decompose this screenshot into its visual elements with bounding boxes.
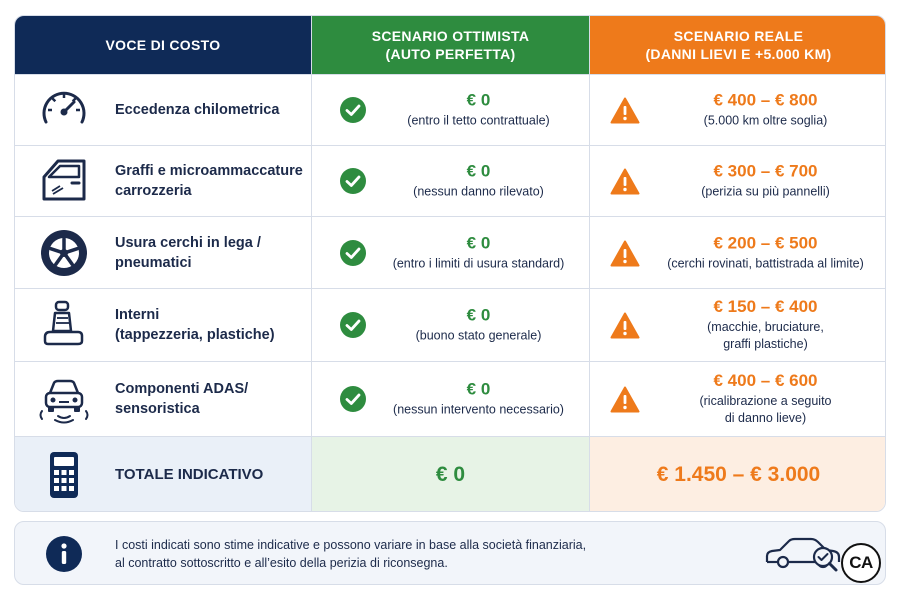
table-row-km-optimistic: [312, 75, 590, 146]
header-optimistic-line1: SCENARIO OTTIMISTA: [371, 28, 530, 44]
total-real-amount: € 1.450 – € 3.000: [656, 463, 821, 486]
optimistic-note: (entro i limiti di usura standard): [392, 256, 565, 270]
car-door-icon: [35, 152, 93, 210]
info-icon: [46, 536, 82, 572]
total-label-cell: [15, 437, 312, 512]
warning-icon: [610, 386, 640, 413]
row-label: Usura cerchi in lega / pneumatici: [115, 234, 261, 271]
check-icon: [340, 312, 366, 338]
table-row-km-label-cell: [15, 75, 312, 146]
optimistic-note: (nessun intervento necessario): [393, 402, 564, 417]
wheel-icon: [35, 224, 93, 282]
header-real-line2: (DANNI LIEVI E +5.000 KM): [645, 46, 832, 62]
header-real: [590, 16, 886, 75]
real-amount: € 200 – € 500: [713, 233, 818, 252]
header-voce-label: VOCE DI COSTO: [105, 37, 221, 53]
cost-comparison-table: [14, 15, 886, 512]
table-row-adas-optimistic: [312, 362, 590, 437]
real-amount: € 150 – € 400: [713, 297, 818, 316]
car-seat-icon: [35, 296, 93, 354]
check-icon: [340, 97, 366, 123]
warning-icon: [610, 240, 640, 267]
optimistic-note: (entro il tetto contrattuale): [407, 113, 550, 128]
optimistic-amount: € 0: [466, 161, 491, 181]
header-real-line1: SCENARIO REALE: [673, 28, 804, 44]
calculator-icon: [35, 446, 93, 504]
real-note: (ricalibrazione a seguito di danno lieve): [699, 394, 832, 425]
car-sensor-icon: [35, 370, 93, 428]
disclaimer-text: I costi indicati sono stime indicative e possono variare in base alla società finanziaria, al contratto sottoscritto e all’esito della perizia di riconsegna.: [115, 538, 587, 570]
optimistic-amount: € 0: [466, 305, 491, 325]
optimistic-note: (nessun danno rilevato): [413, 184, 544, 199]
real-amount: € 400 – € 600: [713, 371, 818, 390]
real-amount: € 400 – € 800: [713, 90, 818, 110]
header-optimistic-line2: (AUTO PERFETTA): [385, 46, 516, 62]
table-row-km-real: [590, 75, 886, 146]
check-icon: [340, 240, 366, 266]
disclaimer-box: [14, 521, 886, 585]
table-row-body-optimistic: [312, 146, 590, 217]
header-voce: [15, 16, 312, 75]
row-label: Eccedenza chilometrica: [115, 102, 280, 118]
table-row-body-real: [590, 146, 886, 217]
brand-logo-text: CA: [849, 553, 873, 572]
table-row-wheels-optimistic: [312, 217, 590, 289]
row-label: Interni (tappezzeria, plastiche): [115, 307, 275, 343]
row-label: Componenti ADAS/ sensoristica: [115, 381, 249, 417]
optimistic-amount: € 0: [466, 90, 491, 110]
brand-logo: [841, 543, 881, 583]
table-row-interior-label-cell: [15, 289, 312, 362]
table-row-interior-optimistic: [312, 289, 590, 362]
total-real-cell: [590, 437, 886, 512]
optimistic-amount: € 0: [466, 233, 491, 252]
table-row-adas-label-cell: [15, 362, 312, 437]
speedometer-icon: [35, 81, 93, 139]
warning-icon: [610, 168, 640, 195]
check-icon: [340, 386, 366, 412]
table-row-wheels-label-cell: [15, 217, 312, 289]
table-row-wheels-real: [590, 217, 886, 289]
table-row-interior-real: [590, 289, 886, 362]
real-note: (perizia su più pannelli): [701, 184, 830, 199]
header-optimistic: [312, 16, 590, 75]
table-row-body-label-cell: [15, 146, 312, 217]
real-note: (macchie, bruciature, graffi plastiche): [707, 320, 824, 351]
real-note: (cerchi rovinati, battistrada al limite): [667, 256, 864, 270]
real-amount: € 300 – € 700: [713, 161, 818, 181]
real-note: (5.000 km oltre soglia): [703, 113, 828, 128]
optimistic-amount: € 0: [466, 379, 491, 399]
car-inspection-icon: [763, 532, 843, 576]
table-row-adas-real: [590, 362, 886, 437]
total-label: TOTALE INDICATIVO: [115, 466, 264, 483]
warning-icon: [610, 97, 640, 124]
warning-icon: [610, 312, 640, 339]
total-optimistic-amount: € 0: [435, 463, 466, 486]
row-label: Graffi e microammaccature carrozzeria: [115, 163, 303, 199]
total-optimistic-cell: [312, 437, 590, 512]
optimistic-note: (buono stato generale): [415, 328, 542, 343]
check-icon: [340, 168, 366, 194]
